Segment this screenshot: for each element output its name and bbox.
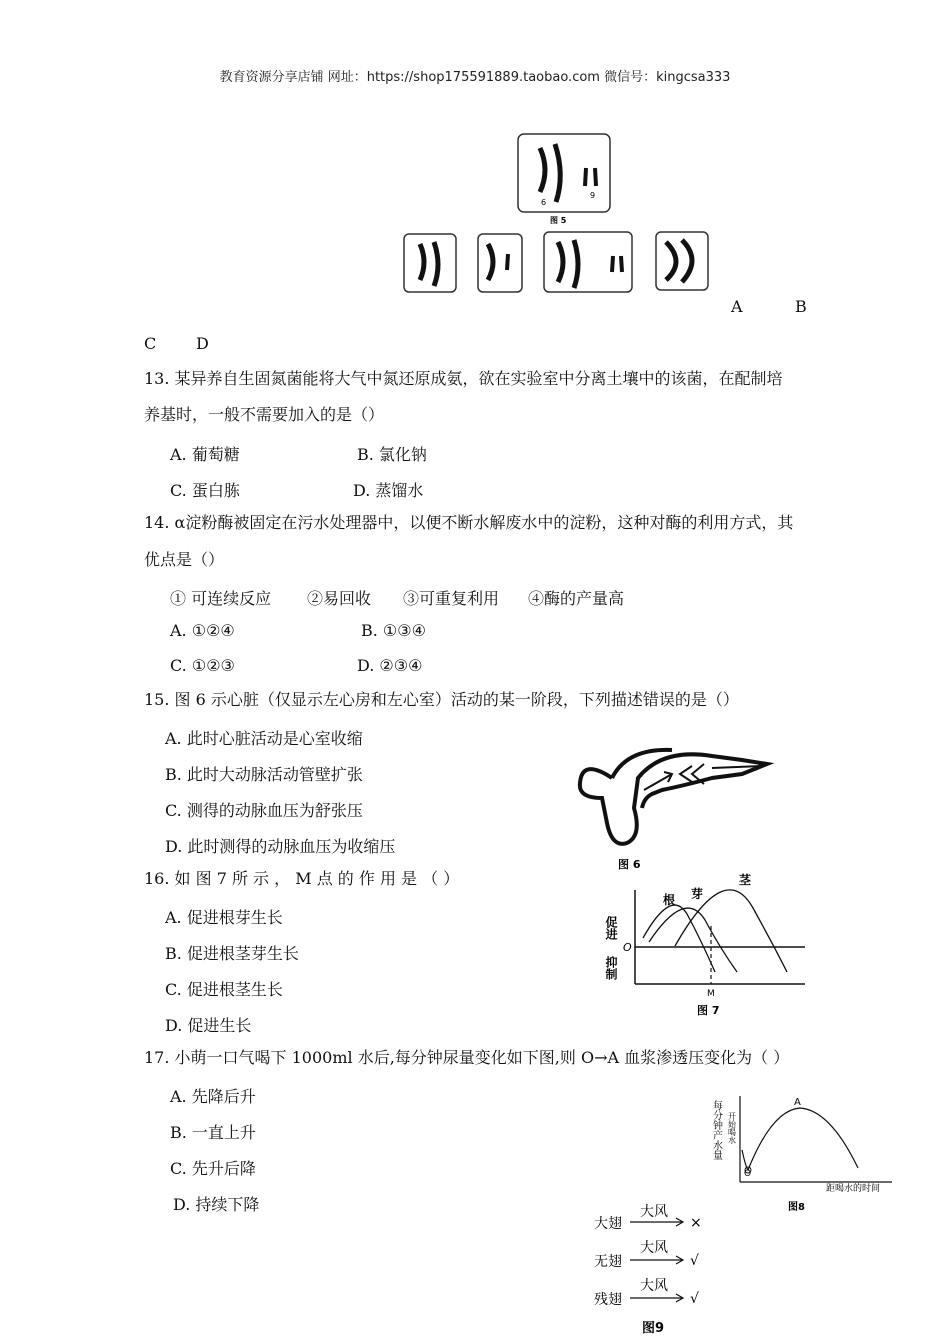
wing-diagram bbox=[590, 1196, 730, 1340]
label-c: C bbox=[144, 334, 157, 353]
figure-9 bbox=[590, 1196, 730, 1340]
figure-7 bbox=[605, 868, 815, 1020]
fig7-inhibit: 抑制 bbox=[604, 956, 618, 980]
page-header: 教育资源分享店铺 网址：https://shop175591889.taobao.com 微信号：kingcsa333 bbox=[219, 70, 731, 85]
q14-stem-1: 14. α淀粉酶被固定在污水处理器中，以便不断水解废水中的淀粉，这种对酶的利用方式，其 bbox=[144, 513, 794, 532]
q13-option-d[interactable]: D. 蒸馏水 bbox=[353, 481, 424, 500]
q16-option-a[interactable]: A. 促进根芽生长 bbox=[165, 908, 283, 927]
fig7-bud-label: 芽 bbox=[691, 887, 704, 901]
fig5-box-b bbox=[478, 234, 522, 292]
fig5-n9: 9 bbox=[590, 191, 596, 200]
fig6-caption: 图 6 bbox=[618, 858, 641, 871]
q14-item-4: ④酶的产量高 bbox=[528, 589, 625, 608]
q16-option-b[interactable]: B. 促进根茎芽生长 bbox=[165, 944, 299, 963]
fig5-box-c bbox=[544, 232, 632, 292]
chromosome-figure bbox=[400, 130, 730, 300]
fig9-row2-result: √ bbox=[690, 1253, 699, 1269]
q14-option-c[interactable]: C. ①②③ bbox=[170, 656, 235, 675]
heart-diagram bbox=[572, 738, 772, 872]
fig7-origin: O bbox=[623, 941, 632, 954]
fig7-stem-label: 茎 bbox=[739, 873, 752, 887]
q15-option-a[interactable]: A. 此时心脏活动是心室收缩 bbox=[165, 729, 363, 748]
fig9-caption: 图9 bbox=[642, 1321, 665, 1336]
fig8-curve bbox=[742, 1108, 858, 1170]
fig7-m: M bbox=[707, 989, 715, 999]
q16-option-d[interactable]: D. 促进生长 bbox=[165, 1016, 252, 1035]
q15-option-d[interactable]: D. 此时测得的动脉血压为收缩压 bbox=[165, 837, 396, 856]
fig8-origin: O bbox=[744, 1169, 752, 1179]
fig8-xlabel: 距喝水的时间 bbox=[826, 1184, 881, 1194]
q17-stem: 17. 小萌一口气喝下 1000ml 水后,每分钟尿量变化如下图,则 O→A 血浆渗透压变化为（ ） bbox=[144, 1048, 790, 1067]
auxin-chart bbox=[605, 868, 815, 1020]
q14-item-1: ① 可连续反应 bbox=[170, 589, 272, 608]
q13-stem-2: 养基时，一般不需要加入的是（） bbox=[144, 405, 385, 424]
q14-option-a[interactable]: A. ①②④ bbox=[170, 621, 235, 640]
q14-option-b[interactable]: B. ①③④ bbox=[361, 621, 426, 640]
q17-option-b[interactable]: B. 一直上升 bbox=[170, 1123, 256, 1142]
q17-option-d[interactable]: D. 持续下降 bbox=[173, 1195, 260, 1214]
fig5-box-a bbox=[404, 234, 456, 292]
fig9-row1-label: 大翅 bbox=[594, 1216, 622, 1232]
q17-option-a[interactable]: A. 先降后升 bbox=[170, 1087, 256, 1106]
q13-option-a[interactable]: A. 葡萄糖 bbox=[170, 445, 240, 464]
fig7-caption: 图 7 bbox=[697, 1004, 720, 1017]
q15-stem: 15. 图 6 示心脏（仅显示左心房和左心室）活动的某一阶段，下列描述错误的是（） bbox=[144, 690, 739, 709]
q13-option-c[interactable]: C. 蛋白胨 bbox=[170, 481, 240, 500]
q17-option-c[interactable]: C. 先升后降 bbox=[170, 1159, 256, 1178]
fig9-row2-wind: 大风 bbox=[640, 1240, 668, 1256]
fig7-stem-curve bbox=[675, 890, 787, 972]
fig9-row1-result: × bbox=[690, 1215, 702, 1231]
label-a: A bbox=[731, 297, 743, 316]
q13-option-b[interactable]: B. 氯化钠 bbox=[357, 445, 427, 464]
fig5-n6: 6 bbox=[541, 198, 547, 207]
q16-option-c[interactable]: C. 促进根茎生长 bbox=[165, 980, 283, 999]
figure-8 bbox=[712, 1090, 900, 1218]
fig8-peak: A bbox=[794, 1097, 801, 1108]
q14-item-3: ③可重复利用 bbox=[403, 589, 500, 608]
q16-stem: 16. 如 图 7 所 示 ， M 点 的 作 用 是 （ ） bbox=[144, 869, 460, 888]
fig8-caption: 图8 bbox=[788, 1202, 805, 1213]
q14-option-d[interactable]: D. ②③④ bbox=[357, 656, 423, 675]
q15-option-c[interactable]: C. 测得的动脉血压为舒张压 bbox=[165, 801, 363, 820]
figure-6 bbox=[572, 738, 772, 872]
q14-stem-2: 优点是（） bbox=[144, 550, 225, 569]
label-b: B bbox=[795, 297, 807, 316]
fig5-caption: 图 5 bbox=[550, 216, 567, 225]
urine-chart bbox=[712, 1090, 900, 1218]
fig9-row3-result: √ bbox=[690, 1291, 699, 1307]
label-d: D bbox=[196, 334, 209, 353]
fig7-promote: 促进 bbox=[604, 916, 618, 940]
fig9-row3-wind: 大风 bbox=[640, 1278, 668, 1294]
q15-option-b[interactable]: B. 此时大动脉活动管壁扩张 bbox=[165, 765, 363, 784]
fig9-row1-wind: 大风 bbox=[640, 1204, 668, 1220]
fig7-root-label: 根 bbox=[663, 893, 676, 907]
fig9-row3-label: 残翅 bbox=[594, 1292, 622, 1308]
q13-stem-1: 13. 某异养自生固氮菌能将大气中氮还原成氨，欲在实验室中分离土壤中的该菌，在配制培 bbox=[144, 369, 783, 388]
q14-item-2: ②易回收 bbox=[307, 589, 372, 608]
fig8-ylabel: 每分钟产水量 bbox=[710, 1100, 722, 1160]
fig8-start: 开始喝水 bbox=[727, 1112, 737, 1144]
fig9-row2-label: 无翅 bbox=[594, 1254, 622, 1270]
figure-5 bbox=[400, 130, 730, 300]
